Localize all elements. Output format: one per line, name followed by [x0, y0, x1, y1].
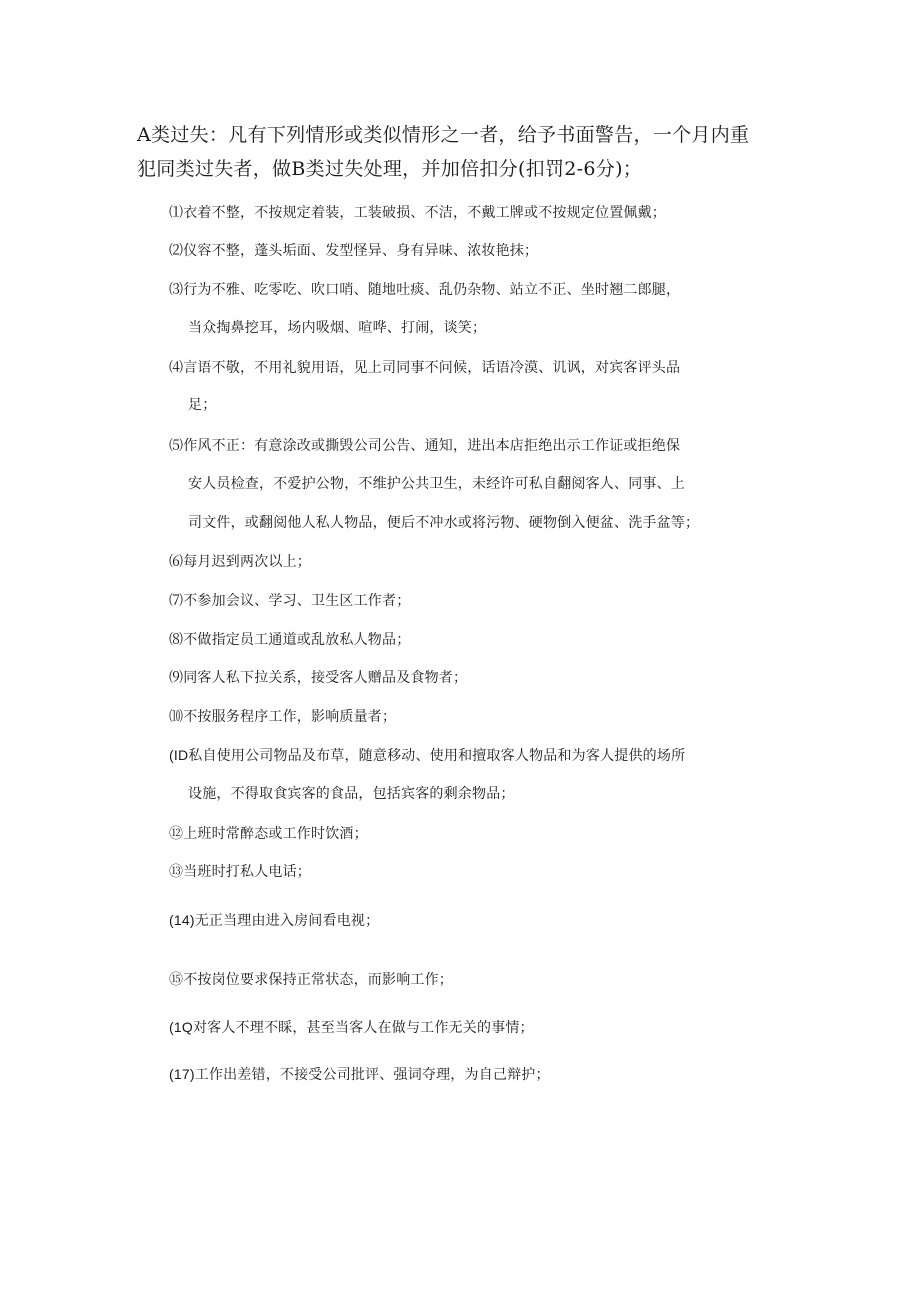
item-text: 当班时打私人电话；: [183, 864, 312, 880]
item-number: (14): [169, 912, 195, 928]
list-item: [169, 910, 379, 931]
item-text: 对客人不理不睬，甚至当客人在做与工作无关的事情；: [192, 1020, 534, 1036]
item-number: ⑹: [169, 553, 184, 569]
item-number: ⑻: [169, 631, 184, 647]
list-item: [169, 357, 680, 378]
item-number: ⑴: [169, 204, 184, 220]
item-text: 不按岗位要求保持正常状态，而影响工作；: [183, 972, 454, 988]
list-item: [169, 823, 368, 844]
item-number: ⑺: [169, 592, 184, 608]
list-item: [169, 551, 311, 572]
item-continuation: 司文件，或翻阅他人私人物品，便后不冲水或将污物、硬物倒入便盆、洗手盆等；: [188, 515, 700, 531]
item-number: ⑬: [169, 863, 184, 879]
item-number: (1Q: [169, 1019, 193, 1035]
item-text: 上班时常醉态或工作时饮酒；: [183, 826, 368, 842]
item-number: ⑷: [169, 359, 184, 375]
list-item: [169, 1064, 550, 1085]
item-number: ⑸: [169, 437, 184, 453]
list-item: [169, 667, 467, 688]
item-number: (ID: [169, 747, 189, 763]
item-text: 不做指定员工通道或乱放私人物品；: [183, 632, 411, 648]
list-item: [169, 1017, 534, 1038]
item-text: 作风不正：有意涂改或撕毁公司公告、通知，进出本店拒绝出示工作证或拒绝保: [183, 438, 681, 454]
item-text: 每月迟到两次以上；: [183, 554, 312, 570]
item-number: ⑽: [169, 708, 184, 724]
list-item: [169, 706, 396, 727]
item-continuation: 设施，不得取食宾客的食品，包括宾客的剩余物品；: [188, 786, 515, 802]
item-text: 衣着不整，不按规定着装，工装破损、不洁，不戴工牌或不按规定位置佩戴；: [183, 205, 667, 221]
list-item: [169, 240, 538, 261]
item-continuation: 当众掏鼻挖耳，场内吸烟、喧哗、打闹，谈笑；: [188, 320, 487, 336]
item-number: ⑶: [169, 281, 184, 297]
item-number: (17): [169, 1066, 195, 1082]
item-continuation: 足；: [188, 397, 217, 413]
item-continuation: 安人员检查，不爱护公物，不维护公共卫生，未经许可私自翻阅客人、同事、上: [188, 476, 685, 492]
item-text: 同客人私下拉关系，接受客人赠品及食物者；: [183, 670, 468, 686]
item-text: 行为不雅、吃零吃、吹口哨、随地吐痰、乱仍杂物、站立不正、坐时翘二郎腿，: [183, 282, 681, 298]
item-text: 仪容不整，蓬头垢面、发型怪异、身有异味、浓妆艳抹；: [183, 243, 539, 259]
list-item: [169, 969, 453, 990]
item-text: 不按服务程序工作，影响质量者；: [183, 709, 397, 725]
list-item: [169, 861, 311, 882]
item-number: ⑮: [169, 971, 184, 987]
list-item: [169, 435, 680, 456]
item-text: 私自使用公司物品及布草，随意移动、使用和擅取客人物品和为客人提供的场所: [188, 748, 686, 764]
item-number: ⑼: [169, 669, 184, 685]
list-item: [169, 629, 410, 650]
heading-line-2: 犯同类过失者，做B类过失处理，并加倍扣分(扣罚2-6分)；: [137, 158, 643, 180]
item-text: 言语不敬，不用礼貌用语，见上司同事不问候，话语冷漠、讥讽，对宾客评头品: [183, 360, 681, 376]
heading-line-1: A类过失：凡有下列情形或类似情形之一者，给予书面警告，一个月内重: [137, 124, 750, 146]
item-number: ⑵: [169, 242, 184, 258]
item-text: 工作出差错，不接受公司批评、强词夺理，为自己辩护；: [194, 1067, 550, 1083]
item-number: ⑫: [169, 825, 184, 841]
list-item: [169, 590, 410, 611]
item-text: 无正当理由进入房间看电视；: [194, 913, 380, 929]
list-item: [169, 202, 666, 223]
list-item: [169, 279, 680, 300]
list-item: [169, 745, 685, 766]
item-text: 不参加会议、学习、卫生区工作者；: [183, 593, 411, 609]
